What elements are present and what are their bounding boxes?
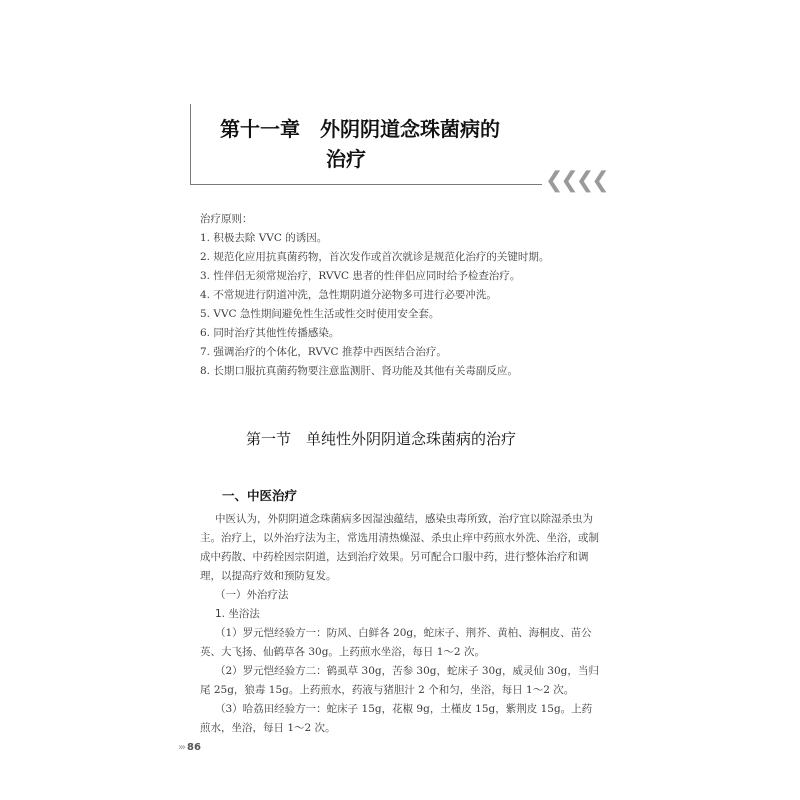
principle-item: 7. 强调治疗的个体化，RVVC 推荐中西医结合治疗。 — [200, 346, 447, 358]
principle-item: 8. 长期口服抗真菌药物要注意监测肝、肾功能及其他有关毒副反应。 — [200, 365, 518, 377]
footer-arrow-icon: ››› — [178, 742, 184, 753]
page-footer — [178, 742, 201, 753]
tcm-heading: 一、中医治疗 — [222, 488, 298, 503]
chapter-vertical-rule — [190, 104, 191, 184]
tcm-intro: 中医认为，外阴阴道念珠菌病多因湿浊蕴结，感染虫毒所致，治疗宜以除湿杀虫为主。治疗上，以外治疗法为主，常选用清热燥湿、杀虫止痒中药煎水外洗、坐浴，或制成中药散、中药栓因宗阴道，达到治疗效果。另可配合口服中药，进行整体治疗和调理，以提高疗效和预防复发。 — [200, 513, 599, 582]
chapter-title-line2: 治疗 — [326, 147, 366, 171]
principle-item: 5. VVC 急性期间避免性生活或性交时使用安全套。 — [200, 308, 440, 320]
recipe-item: （2）罗元恺经验方二：鹤虱草 30g，苦参 30g，蛇床子 30g，威灵仙 30g，当归尾 25g，狼毒 15g。上药煎水，药液与猪胆汁 2 个和匀，坐浴，每日 1～2 次。 — [200, 665, 599, 696]
recipe-item: （3）哈荔田经验方一：蛇床子 15g，花椒 9g，土槿皮 15g，紫荆皮 15g。上药煎水，坐浴，每日 1～2 次。 — [200, 703, 593, 734]
chapter-title-line1: 第十一章 外阴阴道念珠菌病的 — [220, 117, 500, 141]
principle-item: 4. 不常规进行阴道冲洗，急性期阴道分泌物多可进行必要冲洗。 — [200, 289, 497, 301]
recipe-item: （1）罗元恺经验方一：防风、白鲜各 20g，蛇床子、荆芥、黄柏、海桐皮、苗公英、大飞扬、仙鹤草各 30g。上药煎水坐浴，每日 1～2 次。 — [200, 627, 592, 658]
section-title: 第一节 单纯性外阴阴道念珠菌病的治疗 — [246, 430, 517, 448]
principle-item: 6. 同时治疗其他性传播感染。 — [200, 327, 340, 339]
chevron-decoration-icon: ❮❮❮❮ — [545, 168, 607, 193]
principle-item: 2. 规范化应用抗真菌药物，首次发作或首次就诊是规范化治疗的关键时期。 — [200, 251, 550, 263]
chapter-header — [190, 104, 600, 184]
treatment-principles — [200, 210, 600, 381]
tcm-content — [200, 510, 600, 738]
external-treatment-heading: （一）外治疗法 — [215, 589, 289, 601]
chapter-horizontal-rule — [190, 184, 542, 185]
sitz-bath-heading: 1. 坐浴法 — [215, 608, 260, 620]
principles-heading: 治疗原则： — [200, 213, 253, 225]
principle-item: 1. 积极去除 VVC 的诱因。 — [200, 232, 328, 244]
principle-item: 3. 性伴侣无须常规治疗，RVVC 患者的性伴侣应同时给予检查治疗。 — [200, 270, 521, 282]
chapter-title — [220, 114, 500, 174]
page-number: 86 — [187, 742, 201, 753]
